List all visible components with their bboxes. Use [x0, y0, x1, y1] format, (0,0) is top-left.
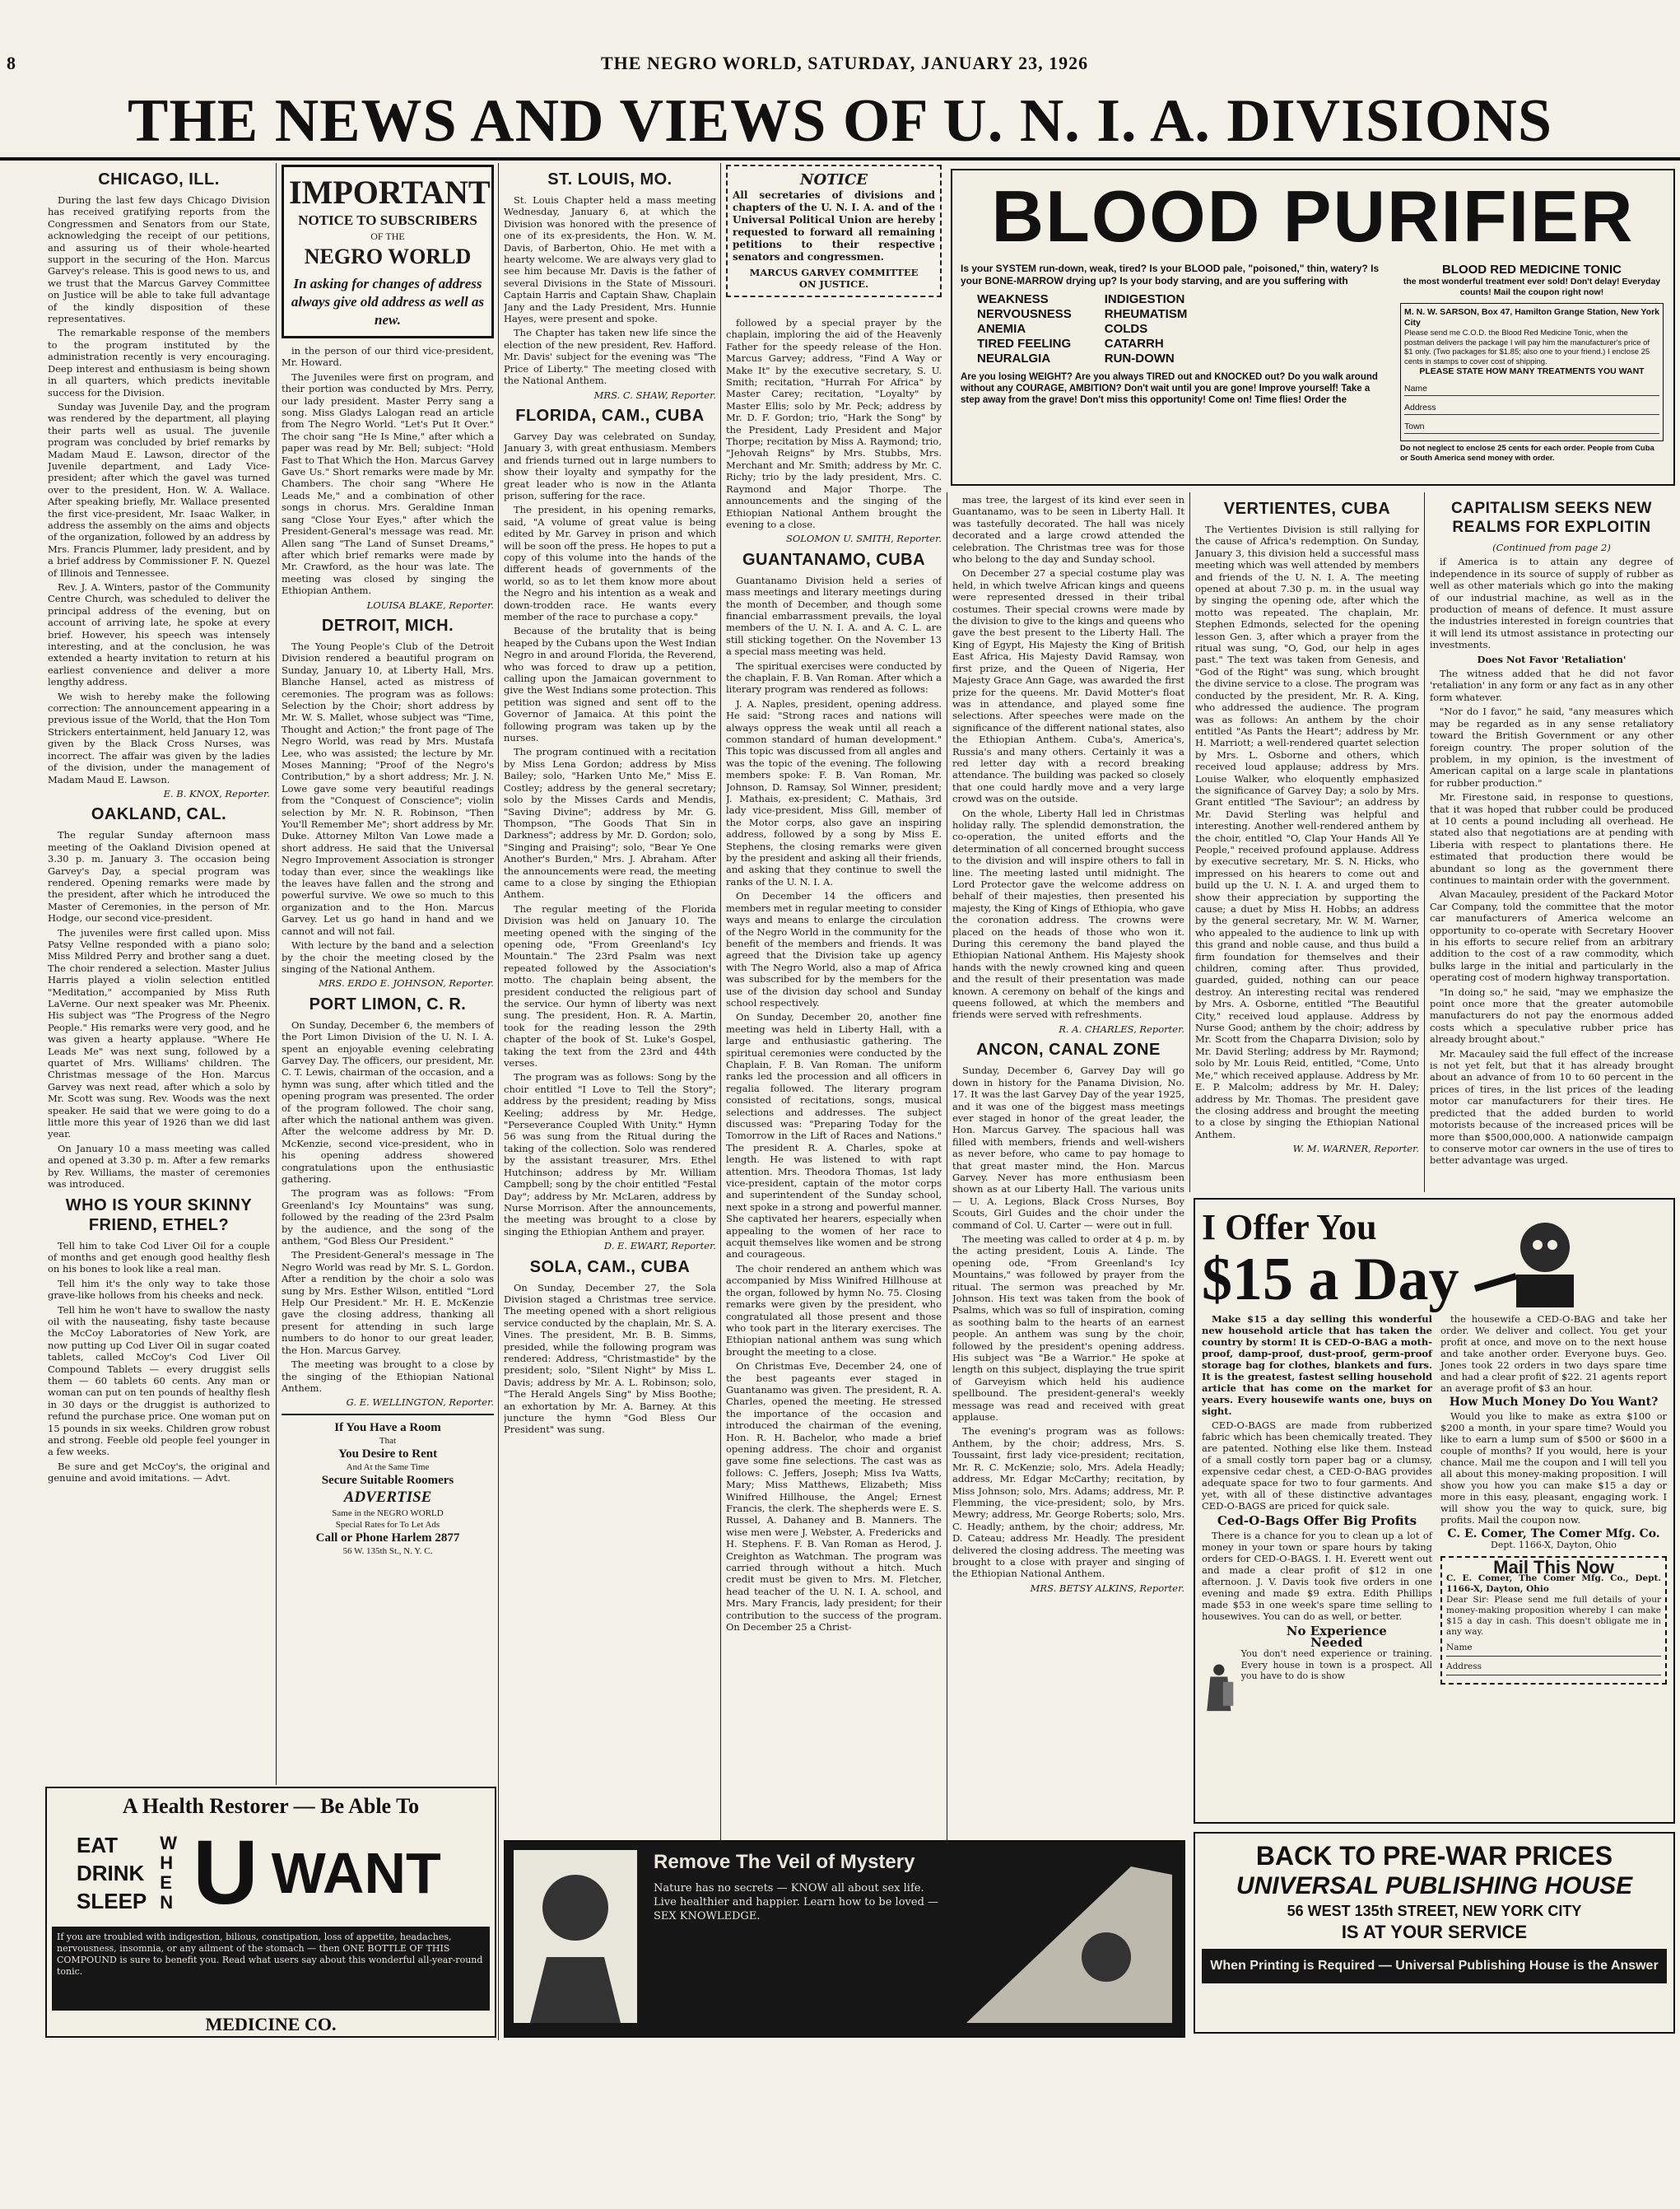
rent-line: Special Rates for To Let Ads [335, 1519, 440, 1530]
rent-line: And At the Same Time [346, 1461, 430, 1472]
article-paragraph: The witness added that he did not favor 'retaliation' in any form or any fact as in any other form whatever. [1430, 668, 1673, 703]
symptom: RHEUMATISM [1104, 307, 1188, 321]
article-paragraph: St. Louis Chapter held a mass meeting Wednesday, January 6, at which the Division was honored with the presence of one of its ex-presidents, the Hon. W. M. Davis, of Barberton, Ohio. He met with a hearty welcome. We are always very glad to see him because Mr. Davis is the father of several Divisions in the State of Missouri. Captain Harris and Captain Shaw, Chaplain Jany and the Lady President, Mrs. Hunnie Hayes, were present and spoke. [504, 194, 716, 325]
reporter-byline: MRS. C. SHAW, Reporter. [593, 389, 716, 401]
article-paragraph: The Young People's Club of the Detroit Division rendered a beautiful program on Sunday, January 10, at Liberty Hall, Mrs. Blanche Hansel, acted as mistress of ceremonies. The program was as follows: Selection by the Choir; short address by Mr. W. S. Mallet, whose subject was "Time, Thought and Action;" the front page of The Negro World, was read by Mrs. Mustafa Lee, who was assisted; the lecture by Mr. Moses Manning; "Proof of the Negro's Contribution," by a short address; Mr. J. N. Lowe gave some very beautiful readings from the "Conquest of Conscience"; violin selection by Mr. N. R. Robinson, "Then You'll Remember Me"; short address by Mr. Duke. Attorney Milton Van Lowe made a short address. He said that the Universal Negro Improvement Association is stronger today than ever, since the weaklings like the leaves have fallen and the strong and powerful survive. We owe so much to this organization and to the Hon. Marcus Garvey. Let us go hand in hand and we cannot and will not fail. [282, 640, 494, 937]
symptom-grid [977, 292, 1389, 366]
publishing-house-address: 56 WEST 135th STREET, NEW YORK CITY [1287, 1903, 1582, 1919]
man-portrait-icon [514, 1850, 637, 2023]
rent-line: If You Have a Room [334, 1420, 441, 1434]
veil-of-mystery-ad [504, 1840, 1185, 2038]
column-6 [1195, 494, 1419, 1190]
vertientes-title: VERTIENTES, CUBA [1223, 500, 1391, 518]
blood-purifier-title: BLOOD PURIFIER [991, 175, 1635, 257]
veil-ad-body: Nature has no secrets — KNOW all about sex life. Live healthier and happier. Learn how to be loved — SEX KNOWLEDGE. [654, 1882, 939, 1922]
article-paragraph: mas tree, the largest of its kind ever seen in Guantanamo, was to be seen in Liberty Hall. It was tastefully decorated. The hall was nicely decorated and a large crowd attended the celebration. The Christmas tree was for those who belong to the day and Sunday school. [952, 494, 1184, 566]
coupon-ask: PLEASE STATE HOW MANY TREATMENTS YOU WANT [1419, 366, 1645, 376]
column-rule [720, 163, 721, 2032]
woman-with-bag-icon [1202, 1625, 1236, 1749]
tonic-title: BLOOD RED MEDICINE TONIC [1441, 263, 1622, 277]
mail-coupon [1440, 1556, 1667, 1685]
veiled-figure-icon [966, 1850, 1172, 2023]
detroit-title: DETROIT, MICH. [321, 616, 454, 635]
address-field[interactable]: Address [1404, 399, 1659, 415]
coupon-address: M. N. W. SARSON, Box 47, Hamilton Grange Station, New York City [1404, 307, 1659, 328]
page-header [0, 51, 1680, 76]
advertorial-paragraph: Tell him it's the only way to take those grave-like hollows from his cheeks and neck. [48, 1277, 270, 1302]
article-paragraph: Rev. J. A. Winters, pastor of the Community Centre Church, was scheduled to deliver the principal address of the evening, but on account of arriving late, he spoke at every brief. However, his speech was intensely interesting, and at the conclusion, he was extended a hearty invitation to return at his earliest convenience and deliver a more lengthy address. [48, 581, 270, 688]
mail-body: Dear Sir: Please send me full details of your money-making proposition whereby I can make $15 a day in cash. This doesn't obligate me in any way. [1446, 1595, 1661, 1637]
article-paragraph: followed by a special prayer by the chaplain, imploring the aid of the Heavenly Father for the speedy release of the Hon. Marcus Garvey; address, "Find A Way or Make It" by the executive secretary, S. U. Smith; recitation, "Hurrah For Africa" by Master Carey; recitation, "Loyalty" by Master Ellis; solo by Mr. Peck; address by Mr. D. F. Gordon; trio, "Hark the Song" by the President, Lady President and Major Thorpe; recitation by Miss A. Raymond; trio, "Jehovah Reigns" by Mrs. Stubbs, Mrs. Merchant and Mr. Smith; address by Mr. C. Richy; trio by the lady president, Mrs. C. Raymond and Major Thorpe. The announcements and the singing of the Ethiopian National Anthem brought the evening to a close. [726, 317, 942, 530]
article-paragraph: The Chapter has taken new life since the election of the new president, Rev. Hafford. Mr. Davis' subject for the evening was "The Price of Liberty." The meeting closed with the National Anthem. [504, 327, 716, 387]
rent-line: 56 W. 135th St., N. Y. C. [342, 1545, 433, 1556]
article-paragraph: The spiritual exercises were conducted by the chaplain, F. B. Van Roman. After which a literary program was rendered as follows: [726, 659, 942, 696]
health-ad-body: If you are troubled with indigestion, bilious, constipation, loss of appetite, headaches, nervousness, insomnia, or any ailment of the stomach — then ONE BOTTLE OF THIS COMPOUND is sure to benefit you. Read what users say about this wonderful all-year-round tonic. [52, 1927, 490, 2011]
offer-paragraph: the housewife a CED-O-BAG and take her order. We deliver and collect. You get your profit at once, and move on to the next house and take another order. Everyone buys. Geo. Jones took 22 orders in two days spare time and had a clear profit of $22. 21 agents report an average profit of $3 an hour. [1440, 1313, 1667, 1394]
u-letter: U [193, 1822, 258, 1923]
capitalism-title: CAPITALISM SEEKS NEW REALMS FOR EXPLOITIN [1451, 500, 1652, 536]
article-paragraph: The program was as follows: Song by the choir entitled "I Love to Tell the Story"; address by the president; reading by Miss Keeling; address by Mr. Hedge, "Perseverance Coupled With Unity." Hymn 56 was sung from the Ritual during the taking of the collection. Solo was rendered by the assistant treasurer, Mrs. Ethel Hutchinson; address by Mr. William Campbell; song by the choir entitled "Festal Day"; address by Mr. McLaren, address by Nurse Morrison. After the announcements, the meeting was brought to a close by singing the Ethiopian Anthem and prayer. [504, 1071, 716, 1237]
service-line: IS AT YOUR SERVICE [1341, 1922, 1528, 1942]
column-2 [282, 165, 494, 1774]
page-number: 8 [7, 53, 16, 73]
offer-subheading: Ced-O-Bags Offer Big Profits [1217, 1513, 1417, 1528]
article-paragraph: Alvan Macauley, president of the Packard Motor Car Company, told the committee that the motor car manufacturers of America welcome an opportunity to co-operate with Secretary Hoover in his efforts to secure relief from an arbitrary addition to the cost of a raw commodity, which bulks large in the initial and particularly in the operating cost of modern highway transportation. [1430, 888, 1673, 984]
article-paragraph: The remarkable response of the members to the program instituted by the administration recently is very encouraging. Deep interest and enthusiasm is being shown in all quarters, which predicts inevitable success for the Division. [48, 327, 270, 398]
article-paragraph: The Vertientes Division is still rallying for the cause of Africa's redemption. On Sunday, January 3, this division held a successful mass meeting which was well attended by members and friends of the U. N. I. A. The meeting opened at about 7.30 p. m. in the usual way by singing the opening ode, after which the motto was repeated. The chaplain, Mr. Stephen Edmonds, selected for the opening lesson Gen. 3, after which a prayer from the ritual was sung, "O, God, our help in ages past." The text was taken from Genesis, and "God of the Right" was sung, which brought the divine service to a close. The program was conducted by the president, Mr. R. A. King, who addressed the audience. The program was as follows: An anthem by the choir entitled "As Pants the Heart"; address by Mr. H. Marriott; a well-rendered quartet selection by Mrs. L. Osborne and others, which received loud applause; address by Mrs. Louise Walker, who eloquently emphasized the significance of Garvey Day; a solo by Mrs. Grant entitled "The Saviour"; an address by Mr. David Sterling was helpful and interesting. Another well-rendered anthem by the choir, entitled "O, Clap Your Hands All Ye People," received profound applause. Address by executive secretary, Mr. S. N. Hicks, who impressed on his hearers to come out and build up the U. N. I. A. and urged them to show their appreciation by supporting the cause; a duet by Miss H. Hobbs; an address by the general secretary, Mr. W. M. Warner, who appealed to the audience to link up with this grand and noble cause, and thus build a firm foundation for themselves and their children, coming after. Thus provided, guarded, guided, nothing can our peace destroy. An interesting recital was rendered by Mrs. A. Osborne, entitled "The Beautiful City," received loud applause. Address by Nurse Good; anthem by the choir; address by Mr. Scott from the Chaparra Division; solo by Mr. David Sterling; address by Mr. Raymond; solo by Mr. Louis Reid, entitled, "Come, Unto Me," which received applause. Address by Mr. E. P. Malcolm; address by Mr. H. Daley; address by Mr. Thomas. The president gave the closing address and brought the meeting to a close by singing the Ethiopian National Anthem. [1195, 524, 1419, 1140]
offer-paragraph: Would you like to make as extra $100 or $200 a month, in your spare time? Would you like to earn a lump sum of $500 or $600 in a couple of months? If you would, here is your chance. Mail me the coupon and I will tell you all about this money-making proposition. I will show you how you can make $15 a day or more in this easy, pleasant, engaging work. I will show you the way to quick, sure, big profits. Mail the coupon now. [1440, 1410, 1667, 1526]
rent-line: ADVERTISE [343, 1488, 432, 1506]
guantanamo-title: GUANTANAMO, CUBA [742, 550, 926, 569]
blood-purifier-ad [951, 169, 1675, 486]
article-paragraph: The meeting was brought to a close by the singing of the Ethiopian National Anthem. [282, 1358, 494, 1394]
article-paragraph: During the last few days Chicago Division has received gratifying reports from the Congressmen and Senators from our State, acknowledging the receipt of our petitions, and assuring us of their whole-hearted support in the securing of the Hon. Marcus Garvey's release. This is good news to us, and we trust that the Marcus Garvey Committee on Justice will be able to take full advantage of the kindly disposition of these representatives. [48, 194, 270, 325]
article-paragraph: The regular meeting of the Florida Division was held on January 10. The meeting opened with the singing of the opening ode, "From Greenland's Icy Mountain." The 23rd Psalm was next repeated followed by the Association's motto. The chaplain being absent, the president conducted the religious part of the service. Our hymn of liberty was next sung. The president, Hon. R. A. Martin, took for the reading lesson the 29th chapter of the book of St. Luke's Gospel, taking the text from the 23rd and 44th verses. [504, 902, 716, 1070]
article-paragraph: On December 14 the officers and members met in regular meeting to consider ways and means to enlarge the circulation of the Negro World in the community for the benefit of the members and friends. It was agreed that the Division take up agency with The Negro World, also a map of Africa was subscribed for by the members for the use of the division day school and Sunday school respectively. [726, 890, 942, 1009]
florida-cuba-title: FLORIDA, CAM., CUBA [515, 406, 705, 425]
important-paper-name: NEGRO WORLD [304, 245, 472, 268]
article-paragraph: The meeting was called to order at 4 p. m. by the acting president, Louis A. Linde. The opening ode, "From Greenland's Icy Mountains," was followed by prayer from the ritual. The sermon was preached by Mr. Johnson. His text was taken from the book of Psalms, which was so full of inspiration, coming as soothing balm to the hearts of an earnest people. An anthem was sung by the choir, followed by the president's opening address. His subject was "Be a Warrior." He spoke at length on this subject, displaying the true spirit of Garveyism which held his audience spellbound. The president-general's weekly message was read and received with great applause. [952, 1233, 1184, 1424]
rent-line: Secure Suitable Roomers [321, 1473, 454, 1487]
article-paragraph: Guantanamo Division held a series of mass meetings and literary meetings during the month of December, and though some financial embarrassment prevails, the loyal members of the U. N. I. A. and A. C. L. are still sticking together. On the November 13 a special mass meeting was held. [726, 574, 942, 658]
article-paragraph: Garvey Day was celebrated on Sunday, January 3, with great enthusiasm. Members and friends turned out in large numbers to show their loyalty and sympathy for the great leader who is now in the Atlanta prison, suffering for the race. [504, 430, 716, 501]
health-restorer-ad [45, 1787, 496, 2038]
article-paragraph: "Nor do I favor," he said, "any measures which may be regarded as in any sense retaliatory toward the British Government or any other foreign country. The proper solution of the problem, in my opinion, is the investment of American capital on a large scale in plantations for rubber production." [1430, 706, 1673, 789]
newspaper-name-date: THE NEGRO WORLD, SATURDAY, JANUARY 23, 1926 [601, 53, 1089, 73]
st-louis-title: ST. LOUIS, MO. [547, 170, 672, 189]
coupon-body: Please send me C.O.D. the Blood Red Medicine Tonic, when the postman delivers the package I will pay him the manufacturer's price of $1 only. (Two packages for $1.85; also one to your friend.) I enclose 25 cents in stamps to cover cost of shipping. [1404, 329, 1650, 366]
reporter-byline: MRS. ERDO E. JOHNSON, Reporter. [319, 977, 494, 990]
column-rule [498, 163, 499, 2040]
article-paragraph: On the whole, Liberty Hall led in Christmas holiday rally. The splendid demonstration, the co-operation, the united efforts and the determination of all concerned brought success to the division and will inspire others to fall in line. The meeting lasted until midnight. The Lord Protector gave the welcome address on behalf of their majesties, then presented his majesty, the King of Kings of Ethiopia, who gave the coronation address. The crowns were placed on the heads of those who won it. During this ceremony the band played the Ethiopian National Anthem. His Majesty shook hands with the newly crowned king and queen and the result of their presentation was made known. A ceremony on behalf of the kings and queens followed, at which the members and friends were served with refreshments. [952, 807, 1184, 1021]
important-title: IMPORTANT [289, 174, 491, 211]
column-1 [48, 165, 270, 1774]
prewar-title: BACK TO PRE-WAR PRICES [1255, 1841, 1613, 1871]
important-notice-box [282, 165, 494, 338]
subheading: Does Not Favor 'Retaliation' [1477, 653, 1626, 665]
drink-word: DRINK [77, 1861, 145, 1885]
offer-headline: I Offer You [1202, 1207, 1377, 1247]
article-paragraph: Because of the brutality that is being heaped by the Cubans upon the West Indian Negro in and around Florida, the Reverend, who was forced to draw up a petition, calling upon the Jamaican government to give the West Indians some protection. This petition was signed and sent off to the Governor of Jamaica. At this point the following program was taken up by the nurses. [504, 625, 716, 744]
skinny-friend-title: WHO IS YOUR SKINNY FRIEND, ETHEL? [65, 1195, 253, 1234]
article-paragraph: We wish to hereby make the following correction: The announcement appearing in a previous issue of the World, that the Hon Tom Strickers entertainment, held January 12, was given by the Black Cross Nurses, was incorrect. The affair was given by the ladies of the division, under the management of Madam Maud E. Lawson. [48, 690, 270, 785]
advertorial-paragraph: Tell him to take Cod Liver Oil for a couple of months and get enough good healthy flesh on his bones to look like a real man. [48, 1239, 270, 1275]
article-paragraph: if America is to attain any degree of independence in its source of supply of rubber as well as other materials which go into the making of our industrial machine, as well as in the production of means of defence. It must assure the industries interested in foreign countries that it will lend its utmost assistance in protecting our investments. [1430, 556, 1673, 651]
article-paragraph: The program continued with a recitation by Miss Lena Gordon; address by Miss Bailey; solo, "Harken Unto Me," Miss E. Costley; address by the general secretary; solo by the Misses Cards and Mendis, "Saving Divine"; address by Mr. G. Thompson, "The Goods That Sin in Darkness"; address by Mr. D. Gordon; solo, "Singing and Praising"; solo, "Bear Ye One Another's Burden," Mrs. J. Abraham. After the announcements were read, the meeting came to a close by singing the Ethiopian Anthem. [504, 746, 716, 901]
offer-paragraph: There is a chance for you to clean up a lot of money in your town or spare hours by taking orders for CED-O-BAGS. I. H. Everett went out and made a clear profit of $12 in one afternoon. J. V. Davis took five orders in one evening and made $9 extra. Edith Phillips made $53 in one week's spare time selling to housewives. You can do as well, or better. [1202, 1530, 1432, 1622]
article-paragraph: in the person of our third vice-president, Mr. Howard. [282, 345, 494, 369]
article-paragraph: Mr. Macauley said the full effect of the increase is not yet felt, but that it has already brought about an advance of from 10 to 60 percent in the prices of tires, in the list prices of the leading motor car manufacturers for their tires. He predicted that the added burden to world motorists because of the increased prices will be more than $500,000,000. A nationwide campaign to conserve motor car owners in the use of tires to better advantage was urged. [1430, 1047, 1673, 1167]
notice-box [726, 165, 942, 297]
reporter-byline: G. E. WELLINGTON, Reporter. [346, 1396, 494, 1409]
sola-cuba-title: SOLA, CAM., CUBA [529, 1257, 691, 1276]
article-paragraph: The program was as follows: "From Greenland's Icy Mountains" was sung, followed by the reading of the 23rd Psalm by the audience, and the song of the anthem, "God Bless Our President." [282, 1187, 494, 1247]
notice-body: All secretaries of divisions and chapters of the U. N. I. A. and of the Universal Political Union are hereby requested to forward all remaining petitions to their respective senators and congressmen. [733, 189, 935, 263]
salesman-portrait-icon [1467, 1210, 1599, 1309]
notice-signature: MARCUS GARVEY COMMITTEE [749, 267, 919, 278]
article-paragraph: The regular Sunday afternoon mass meeting of the Oakland Division opened at 3.30 p. m. January 3. The occasion being Garvey's Day, a special program was rendered. Opening remarks were made by the president, after which he introduced the Master of Ceremonies, in the person of Mr. Hodge, our second vice-president. [48, 829, 270, 925]
company-name: C. E. Comer, The Comer Mfg. Co. [1447, 1527, 1660, 1540]
symptom: TIRED FEELING [977, 337, 1072, 351]
name-field[interactable]: Name [1446, 1641, 1661, 1657]
article-paragraph: On December 27 a special costume play was held, in which twelve African kings and queens were represented dressed in their tribal costumes. Their special crowns were made by the division to give to the kings and queens who gave the best present to the Liberty Hall. The King of Egypt, His Majesty the King of British East Africa, His Majesty David Ramsay, won first prize, and the Queen of Nigeria, Her Majesty Grace Ann Gage, was awarded the first prize for the queens. Mr. David Motter's float was in attendance, and played some fine selections. After speeches were made on the significance of the different national states, also the Ethiopian Anthem. Cuba's, America's, Russia's and many others. Certainly it was a red letter day with a record breaking attendance. The building was packed so closely that one could hardly move and a very large crowd was on the outside. [952, 567, 1184, 805]
rent-line: Call or Phone Harlem 2877 [315, 1531, 460, 1545]
article-paragraph: On Christmas Eve, December 24, one of the best pageants ever staged in Guantanamo was given. The president, R. A. Charles, opened the meeting. He stressed the importance of the occasion and introduced the chairman of the evening, Hon. R. H. Bachelor, who made a brief opening address. The choir and organist gave some fine selections. The cast was as follows: C. Jeffers, Joseph; Miss Iva Watts, Mary; Miss Matthews, Elizabeth; Miss Winifred Hillhouse, the Angel; Ernest Francis, the clerk. The shepherds were E. S. Russel, A. Dahaney and B. Manners. The wise men were J. Webster, A. Fredericks and H. Stephens. F. B. Van Roman as Herod, J. Creighton as Watchman. The program was carried through without a hitch. Much credit must be given to Mrs. M. Fletcher, head teacher of the U. N. I. A. school, and Mrs. Mary Francis, lady president; for their contribution to the success of the program. On December 25 a Christ- [726, 1360, 942, 1633]
article-paragraph: "In doing so," he said, "may we emphasize the point once more that the greater automobile manufacturers do not pay the enormous added costs which a speculative rubber price has already brought about." [1430, 986, 1673, 1046]
town-field[interactable]: Town [1404, 418, 1659, 434]
advertorial-paragraph: Tell him he won't have to swallow the nasty oil with the nauseating, fishy taste because the McCoy Laboratories of New York, are now putting up Cod Liver Oil in sugar coated tablets, called McCoy's Cod Liver Oil Compound Tablets — every druggist sells them — 60 tablets 60 cents. Any man or woman can put on ten pounds of healthy flesh in 30 days or the druggist is authorized to refund the purchase price. One woman put on 15 pounds in six weeks. Children grow robust and strong. Feeble old people feel younger in a few weeks. [48, 1303, 270, 1458]
column-rule [276, 163, 277, 1785]
symptom: NEURALGIA [977, 352, 1051, 366]
symptom: ANEMIA [977, 322, 1026, 336]
article-paragraph: With lecture by the band and a selection by the choir the meeting closed by the singing of the National Anthem. [282, 939, 494, 975]
offer-paragraph: CED-O-BAGS are made from rubberized fabric which has been chemically treated. They are patented. Nothing else like them. Instead of a small costly torn paper bag or a clumsy, expensive cedar chest, a CED-O-BAG provides adequate space for two to four garments. And yet, with all of these distinctive advantages CED-O-BAGS are priced for quick sale. [1202, 1419, 1432, 1512]
column-rule [1424, 492, 1425, 1192]
blood-intro: Is your SYSTEM run-down, weak, tired? Is your BLOOD pale, "poisoned," thin, watery? Is your BONE-MARROW drying up? Is your body starving, and are you suffering with [961, 263, 1380, 287]
important-subtitle: NOTICE TO SUBSCRIBERS [298, 212, 477, 228]
tonic-subtitle: the most wonderful treatment ever sold! Don't delay! Everyday counts! Mail the coupon right now! [1403, 277, 1661, 297]
how-much-heading: How Much Money Do You Want? [1449, 1396, 1659, 1409]
offer-amount: $15 a Day [1202, 1246, 1459, 1313]
publishing-house-name: UNIVERSAL PUBLISHING HOUSE [1236, 1872, 1633, 1899]
article-paragraph: J. A. Naples, president, opening address. He said: "Strong races and nations will always oppress the weak until all reach a common standard of human development." This topic was discussed from all angles and was the topic of the evening. The following members spoke: F. B. Van Roman, Mr. Johnson, D. Ramsay, Sol Winner, president; J. Mathais, ex-president; C. Mathais, 3rd lady vice-president, Miss Gill, member of the Motor corps, also gave an inspiring address, followed by a song by Miss E. Stephens, the closing remarks were given by the president and asking all their friends, and asking that they continue to swell the ranks of the U. N. I. A. [726, 697, 942, 888]
symptom: RUN-DOWN [1104, 352, 1175, 366]
reporter-byline: W. M. WARNER, Reporter. [1292, 1143, 1419, 1155]
article-paragraph: The president, in his opening remarks, said, "A volume of great value is being edited by Mr. Garvey in prison and which will be soon off the press. He hopes to put a copy of this volume into the hands of the different heads of governments of the world, so as to let them know more about the Negro and his intention as a weak and down-trodden race. He wants every member of the race to purchase a copy." [504, 504, 716, 622]
advertorial-paragraph: Be sure and get McCoy's, the original and genuine and avoid imitations. — Advt. [48, 1460, 270, 1484]
important-of: OF THE [370, 231, 405, 242]
reporter-byline: R. A. CHARLES, Reporter. [1059, 1023, 1184, 1035]
reporter-byline: SOLOMON U. SMITH, Reporter. [785, 533, 942, 545]
want-word: WANT [271, 1841, 441, 1905]
symptom: COLDS [1104, 322, 1148, 336]
prewar-body: When Printing is Required — Universal Publishing House is the Answer [1202, 1949, 1667, 1983]
article-paragraph: On Sunday, December 20, another fine meeting was held in Liberty Hall, with a large and enthusiastic gathering. The spiritual ceremonies were conducted by the Chaplain, F. B. Van Roman. The uniform ranks led the procession and all officers in regalia followed. The literary program consisted of recitations, songs, musical selections and addresses. The subject discussed was: "Preparing Today for the Tomorrow in the Lift of Races and Nations." The president R. A. Charles, spoke at length. He was listened to with rapt attention. Mrs. Theodora Thomas, 1st lady vice-president, captain of the motor corps and superintendent of the Sunday school, next spoke in a strong and powerful manner. She captivated her hearers, especially when appealing to the women of her race to acquit themselves like women and be strong and courageous. [726, 1011, 942, 1261]
rent-line: You Desire to Rent [337, 1447, 438, 1461]
article-paragraph: On Sunday, December 6, the members of the Port Limon Division of the U. N. I. A. spent an enjoyable evening celebrating Garvey Day. The officers, our president, Mr. C. T. Lewis, chairman of the occasion, and a hymn was sung, after which titled and the opening program was presented. The order of the program followed. The choir sang, after which the national anthem was given. After the welcome address by Mr. D. McKenzie, second vice-president, who in his opening address showered congratulations upon the enthusiastic gathering. [282, 1018, 494, 1185]
article-paragraph: The choir rendered an anthem which was accompanied by Miss Winifred Hillhouse at the organ, followed by hymn No. 75. Closing remarks were given by the president, who congratulated all those present and those who took part in the literary exercises. The Ethiopian national anthem was sung which brought the meeting to a close. [726, 1262, 942, 1358]
article-paragraph: The juveniles were first called upon. Miss Patsy Vellne responded with a piano solo; Miss Mildred Perry and brother sang a duet. The choir rendered a selection. Master Julius Harris played a violin selection entitled "Meditation," accompanied by Miss Ruth LaVerne. Our next speaker was Mr. Pheenix. His subject was "The Progress of the Negro People." His remarks were very good, and he was given a hearty applause. "Where He Leads Me" was next sung, followed by a quartet of Mrs. Williams' children. The Christmas message of the Hon. Marcus Garvey was next read, after which a solo by Mr. Scott was sung. Rev. Woods was the next speaker. He said that we were going to do a little more this year of 1926 than we did last year. [48, 926, 270, 1140]
no-experience-body: You don't need experience or training. Every house in town is a prospect. All you have to do is show [1240, 1648, 1432, 1681]
mail-to: C. E. Comer, The Comer Mfg. Co., Dept. 1166-X, Dayton, Ohio [1446, 1573, 1661, 1594]
ancon-title: ANCON, CANAL ZONE [976, 1041, 1161, 1060]
notice-signature: ON JUSTICE. [798, 278, 869, 291]
continued-note: (Continued from page 2) [1492, 542, 1611, 553]
article-paragraph: The evening's program was as follows: Anthem, by the choir; address, Mrs. S. Toussaint, first lady vice-president; recitation, Mr. R. C. McKenzie; solo, Mrs. Adela Headly; address, Mr. Edgar McCarthy; recitation, by Miss Johnson; solo, Mrs. Adams; address, Mr. P. Flemming, the vice-president; solo, by Mrs. Mewry; address, Mr. George Roberts; solo, Mrs. C. Headly; anthem, by the choir; address, Mr. D. Cateau; address Mr. Headly. The president delivered the closing address. The meeting was brought to a close with prayer and singing of the Ethiopian National Anthem. [952, 1425, 1184, 1580]
address-field[interactable]: Address [1446, 1660, 1661, 1675]
coupon-footnote: Do not neglect to enclose 25 cents for each order. People from Cuba or South America send money with order. [1400, 444, 1654, 463]
column-4-body [726, 317, 942, 1832]
article-paragraph: The Juveniles were first on program, and their portion was conducted by Mrs. Perry, our lady president. Master Perry sang a song. Miss Gladys Lalogan read an article from The Negro World. "Let's Put It Over." The choir sang "He Is Mine," after which a paper was read by Mr. Bell; subject: "Hold Fast to That Which the Hon. Marcus Garvey Gave Us." Short remarks were made by Mr. Chambers. The choir sang "Where He Leads Me," and a combination of other songs in chorus. Mrs. Geraldine Inman sang "Close Your Eyes," after which the President-General's message was read. Mr. Allen sang "The Land of Sunset Dreams," after which brief remarks were made by Mr. Crawford, as the hour was late. The meeting was closed by singing the Ethiopian Anthem. [282, 370, 494, 597]
reporter-byline: D. E. EWART, Reporter. [603, 1240, 716, 1252]
column-rule [1189, 492, 1190, 1192]
column-7 [1430, 494, 1673, 1190]
ced-o-bag-ad [1194, 1198, 1675, 1824]
port-limon-title: PORT LIMON, C. R. [309, 995, 467, 1014]
article-paragraph: The President-General's message in The Negro World was read by Mr. S. L. Gordon. After a rendition by the choir a solo was sung by Mrs. Esther Wilson, entitled "Lord Help Our President." Mr. H. E. McKenzie gave the closing address, thanking all present for attending in such large numbers to do honor to our great leader, the Hon. Marcus Garvey. [282, 1249, 494, 1356]
no-experience-heading: Needed [1310, 1635, 1363, 1650]
article-paragraph: On Sunday, December 27, the Sola Division staged a Christmas tree service. The meeting opened with a short religious service conducted by the chaplain, Mr. S. A. Vines. The president, Mr. B. B. Simms, presided, while the following program was rendered: Address, "Christmastide" by the president; solo, "Silent Night" by Miss L. Davis; address by Mr. A. L. Robinson; solo, "The Herald Angels Sing" by Miss Boothe; an exhortation by Mr. A. Barney. At this juncture the hymn "God Bless Our President" was sung. [504, 1281, 716, 1436]
name-field[interactable]: Name [1404, 380, 1659, 396]
oakland-title: OAKLAND, CAL. [91, 805, 227, 824]
rent-line: Same in the NEGRO WORLD [332, 1508, 444, 1518]
article-paragraph: Sunday, December 6, Garvey Day will go down in history for the Panama Division, No. 17. It was the last Garvey Day of the year 1925, and it was one of the biggest mass meetings ever staged in honor of the great leader, the Hon. Marcus Garvey. The spacious hall was filled with members, friends and well-wishers as never before, who came to pay homage to that great master mind, the Hon. Marcus Garvey. Never has more enthusiasm been shown as at our Liberty Hall. The various units — U. A. Legions, Black Cross Nurses, Boy Scouts, Girl Guides and the choir under the command of Col. U. Carter — were out in full. [952, 1065, 1184, 1231]
veil-ad-title: Remove The Veil of Mystery [654, 1851, 915, 1873]
column-5 [952, 494, 1184, 2013]
banner-headline: THE NEWS AND VIEWS OF U. N. I. A. DIVISIONS [0, 82, 1680, 161]
blood-coupon [1400, 263, 1664, 463]
article-paragraph: Mr. Firestone said, in response to questions, that it was hoped that rubber could be produced at 10 cents a pound including all overhead. He stated also that negotiations are at pending with Liberia with respect to plantations there. He estimated that production there would be abundant so long as the government there continues to maintain order with the government. [1430, 791, 1673, 886]
notice-title: NOTICE [800, 171, 868, 189]
reporter-byline: E. B. KNOX, Reporter. [163, 787, 270, 799]
article-paragraph: Sunday was Juvenile Day, and the program was rendered by the department, all playing their parts well as usual. The juvenile program was concluded by brief remarks by Madam Maud E. Lawson, director of the Juvenile department, and Lady Vice-president; after which the gavel was turned over to the president, Hon. W. A. Wallace. After speaking briefly, Mr. Wallace presented the first vice-president, Mr. Isaac Walker, in address the assembly on the aims and objects of the organization, followed by an address by Mrs. Francis Plummer, lady president, and by a brief address by Commissioner F. N. Quezel of Illinois and Tennessee. [48, 400, 270, 579]
company-address: Dept. 1166-X, Dayton, Ohio [1491, 1540, 1617, 1550]
sleep-word: SLEEP [77, 1889, 147, 1913]
when-word: WHEN [160, 1833, 178, 1913]
reporter-byline: MRS. BETSY ALKINS, Reporter. [1030, 1582, 1184, 1594]
important-body: In asking for changes of address always give old address as well as new. [291, 276, 485, 328]
health-ad-company: MEDICINE CO. [205, 2014, 337, 2034]
column-3 [504, 165, 716, 1834]
prewar-prices-ad [1194, 1832, 1675, 2034]
health-ad-title: A Health Restorer — Be Able To [122, 1794, 420, 1818]
symptom: NERVOUSNESS [977, 307, 1072, 321]
rent-line: That [379, 1435, 397, 1446]
rent-room-ad [282, 1414, 494, 1557]
symptom: WEAKNESS [977, 292, 1049, 306]
chicago-title: CHICAGO, ILL. [98, 170, 220, 189]
reporter-byline: LOUISA BLAKE, Reporter. [366, 599, 494, 611]
eat-word: EAT [77, 1833, 119, 1857]
no-experience-heading: No Experience [1286, 1624, 1387, 1638]
offer-body: Make $15 a day selling this wonderful new household article that has taken the country by storm! It is CED-O-BAG a moth-proof, damp-proof, dust-proof, germ-proof storage bag for clothes, blankets and furs. It is the greatest, fastest selling household article that has come on the market for years. Every housewife wants one, buys on sight. [1202, 1313, 1432, 1417]
symptom: CATARRH [1104, 337, 1164, 351]
symptom: INDIGESTION [1104, 292, 1185, 306]
blood-body: Are you losing WEIGHT? Are you always TIRED out and KNOCKED out? Do you walk around without any COURAGE, AMBITION? Don't wait until you are gone! Improve yourself! Take a step away from the grave! Don't miss this opportunity! Come on! Time flies! Order the [961, 372, 1378, 405]
article-paragraph: On January 10 a mass meeting was called and opened at 3.30 p. m. After a few remarks by Rev. Williams, the master of ceremonies was introduced. [48, 1142, 270, 1191]
mail-title: Mail This Now [1493, 1557, 1614, 1578]
